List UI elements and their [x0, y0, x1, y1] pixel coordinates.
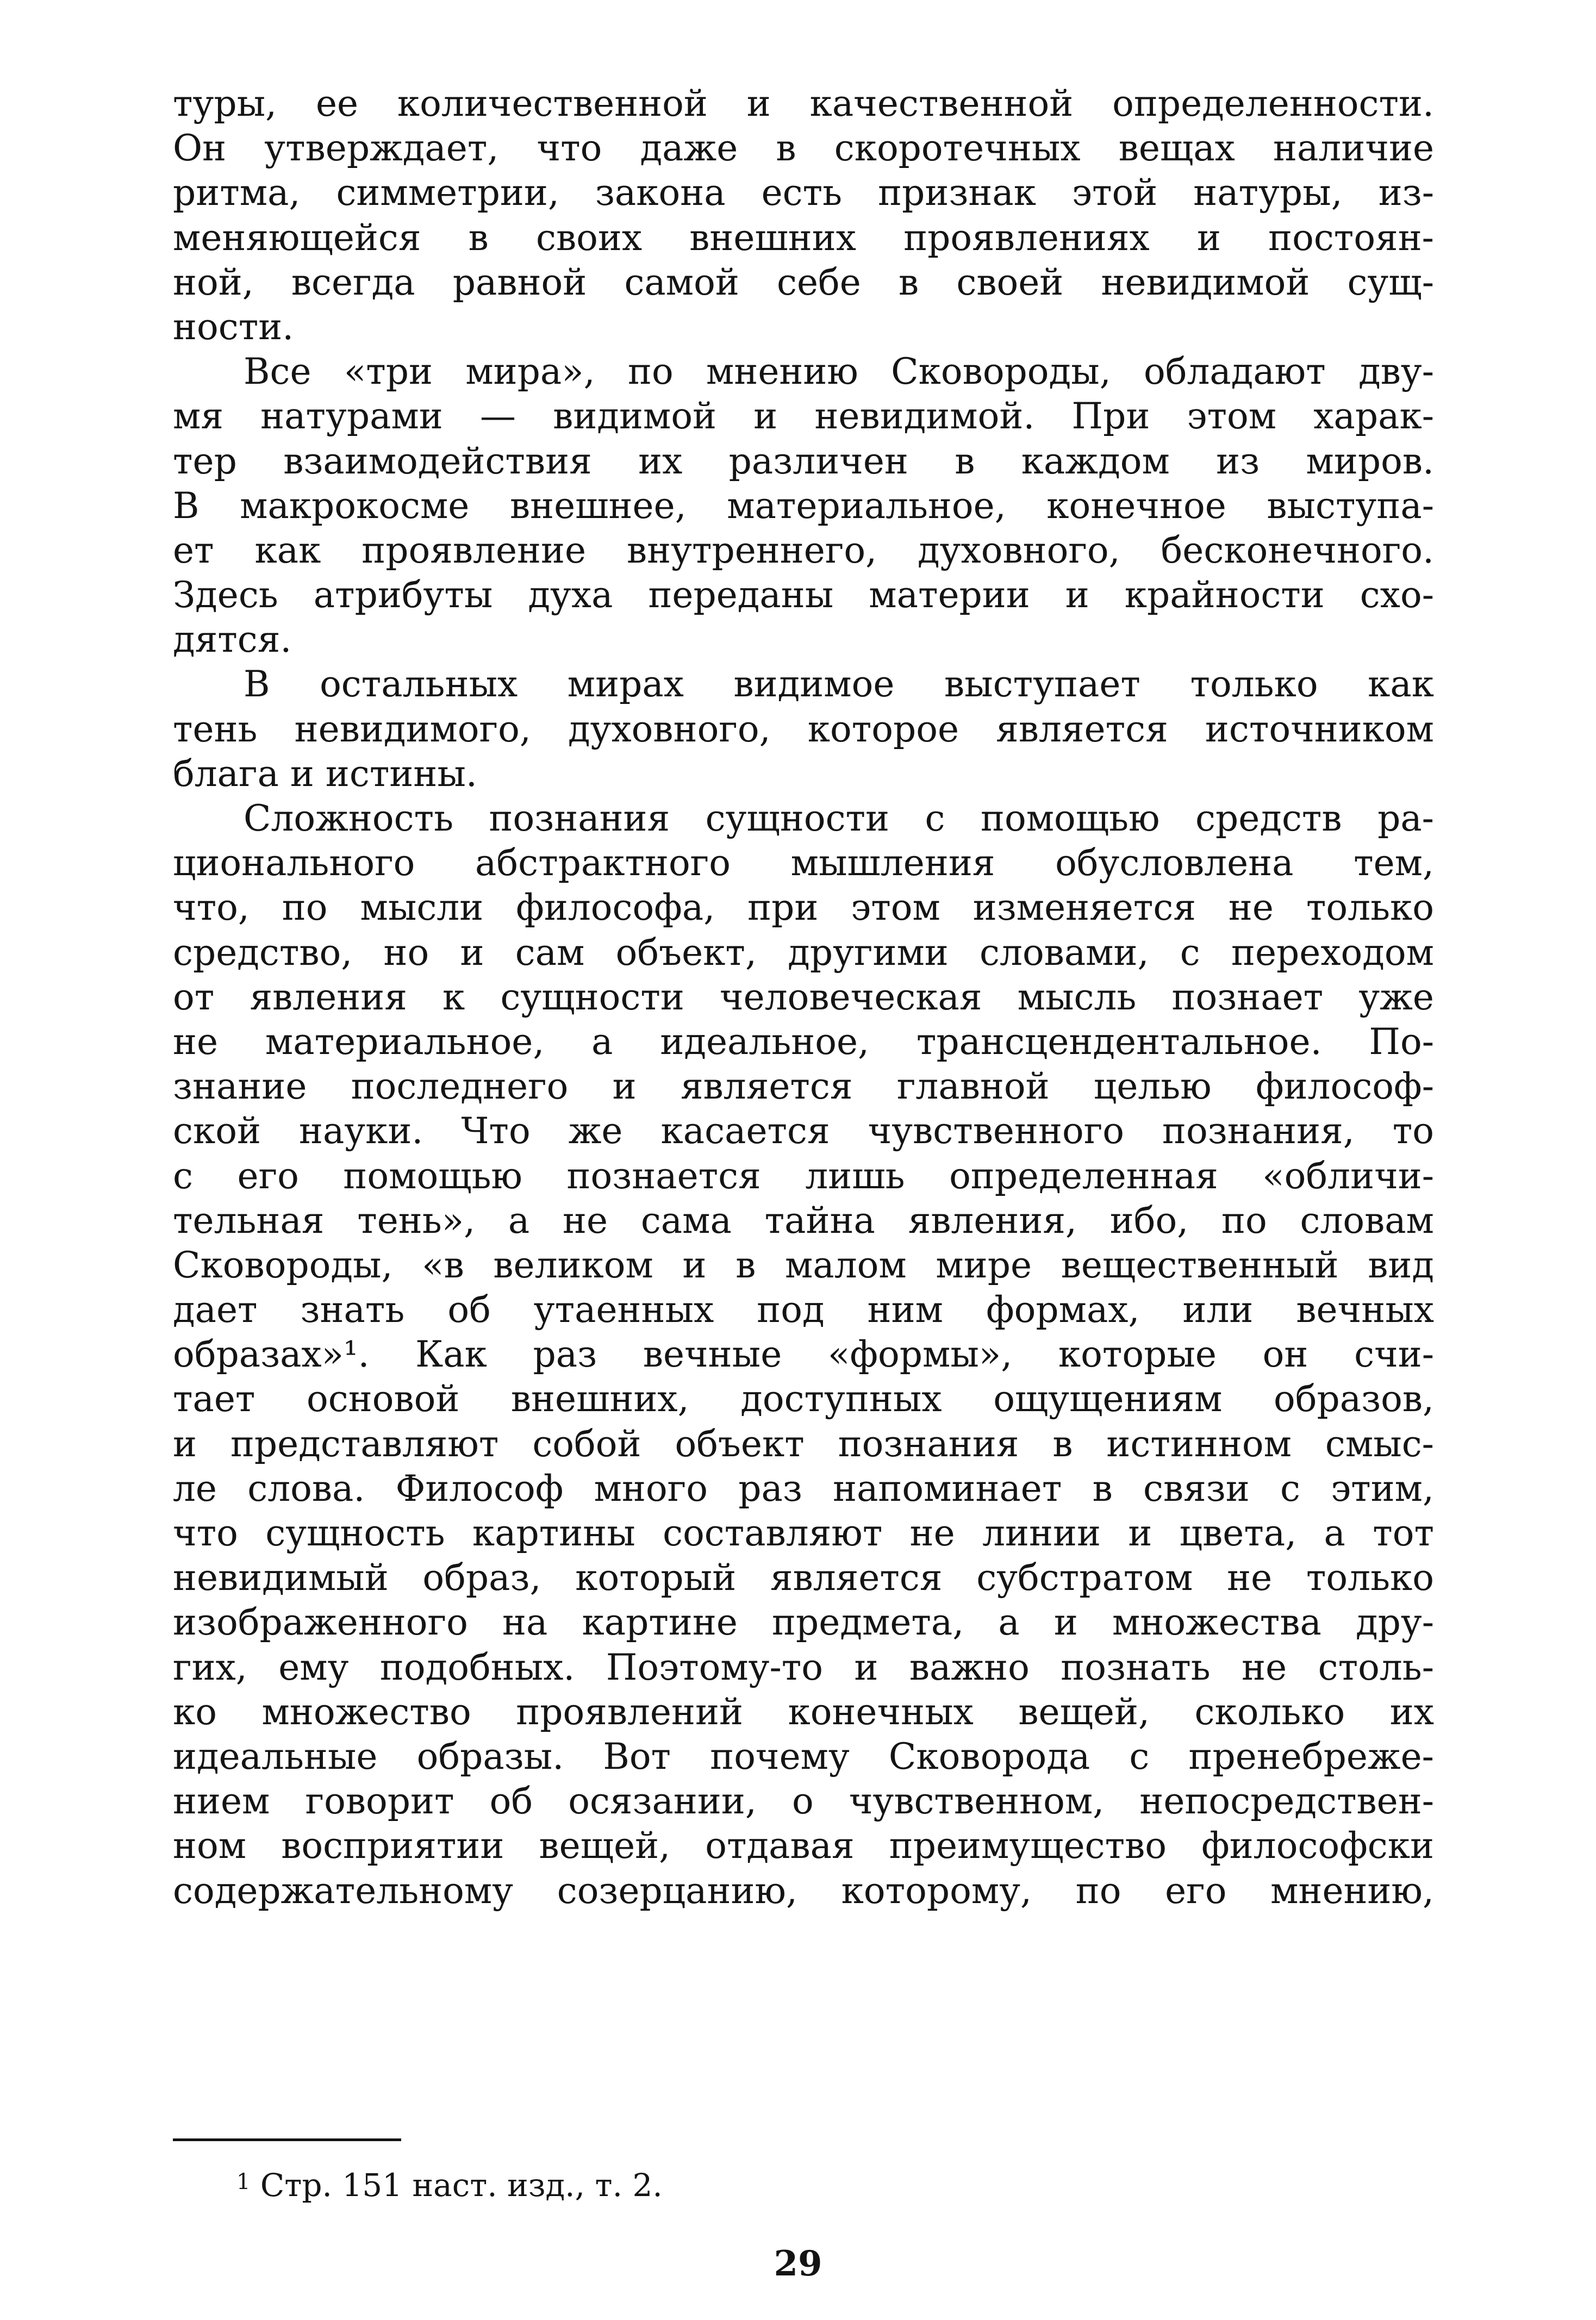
text-line: ности. — [173, 305, 294, 348]
text-line: ном восприятии вещей, отдавая преимущество философски — [173, 1825, 1434, 1867]
text-line: нием говорит об осязании, о чувственном, непосредствен- — [173, 1780, 1434, 1823]
text-line: что сущность картины составляют не линии и цвета, а тот — [173, 1512, 1434, 1554]
footnote-separator — [173, 2138, 401, 2141]
footnote — [236, 2166, 663, 2204]
footnote-text: Стр. 151 наст. изд., т. 2. — [260, 2167, 663, 2204]
text-line: и представляют собой объект познания в истинном смыс- — [173, 1423, 1434, 1465]
text-line: В остальных мирах видимое выступает только как — [244, 663, 1434, 706]
text-line: Все «три мира», по мнению Сковороды, обладают дву- — [244, 351, 1434, 393]
text-line: ской науки. Что же касается чувственного познания, то — [173, 1110, 1434, 1152]
text-line: Сковороды, «в великом и в малом мире вещественный вид — [173, 1244, 1434, 1286]
text-line: изображенного на картине предмета, а и множества дру- — [173, 1601, 1434, 1644]
text-line: от явления к сущности человеческая мысль познает уже — [173, 976, 1434, 1018]
text-line: тень невидимого, духовного, которое является источником — [173, 708, 1434, 750]
page-number: 29 — [774, 2243, 822, 2284]
text-line: тает основой внешних, доступных ощущениям образов, — [173, 1378, 1434, 1420]
text-line: дает знать об утаенных под ним формах, или вечных — [173, 1289, 1434, 1331]
text-line: тер взаимодействия их различен в каждом из миров. — [173, 440, 1434, 482]
text-line: В макрокосме внешнее, материальное, конечное выступа- — [173, 484, 1434, 527]
text-line: мя натурами — видимой и невидимой. При этом харак- — [173, 395, 1434, 438]
text-line: образах»¹. Как раз вечные «формы», которые он счи- — [173, 1333, 1434, 1376]
text-line: тельная тень», а не сама тайна явления, ибо, по словам — [173, 1199, 1434, 1242]
text-line: ритма, симметрии, закона есть признак этой натуры, из- — [173, 172, 1434, 214]
text-line: гих, ему подобных. Поэтому-то и важно познать не столь- — [173, 1646, 1434, 1688]
body-text — [173, 82, 1434, 1913]
text-line: что, по мысли философа, при этом изменяется не только — [173, 887, 1434, 929]
text-line: ной, всегда равной самой себе в своей невидимой сущ- — [173, 261, 1434, 303]
text-line: Он утверждает, что даже в скоротечных вещах наличие — [173, 127, 1434, 170]
text-line: Сложность познания сущности с помощью средств ра- — [244, 797, 1434, 839]
text-line: блага и истины. — [173, 752, 477, 795]
text-line: с его помощью познается лишь определенная «обличи- — [173, 1155, 1434, 1197]
text-line: знание последнего и является главной целью философ- — [173, 1065, 1434, 1108]
text-line: туры, ее количественной и качественной определенности. — [173, 83, 1434, 124]
text-line: ционального абстрактного мышления обусловлена тем, — [173, 842, 1434, 884]
text-line: Здесь атрибуты духа переданы материи и крайности схо- — [173, 574, 1434, 616]
text-line: ко множество проявлений конечных вещей, сколько их — [173, 1691, 1434, 1733]
text-line: средство, но и сам объект, другими словами, с переходом — [173, 931, 1434, 974]
text-line: ле слова. Философ много раз напоминает в связи с этим, — [173, 1467, 1434, 1510]
text-line: дятся. — [173, 619, 292, 661]
text-line: невидимый образ, который является субстратом не только — [173, 1557, 1434, 1599]
footnote-marker: 1 — [236, 2169, 251, 2194]
text-line: ет как проявление внутреннего, духовного, бесконечного. — [173, 529, 1434, 571]
text-line: не материальное, а идеальное, трансцендентальное. По- — [173, 1020, 1434, 1063]
text-line: идеальные образы. Вот почему Сковорода с пренебреже- — [173, 1735, 1434, 1778]
text-line: содержательному созерцанию, которому, по его мнению, — [173, 1869, 1434, 1912]
text-line: меняющейся в своих внешних проявлениях и постоян- — [173, 216, 1434, 259]
